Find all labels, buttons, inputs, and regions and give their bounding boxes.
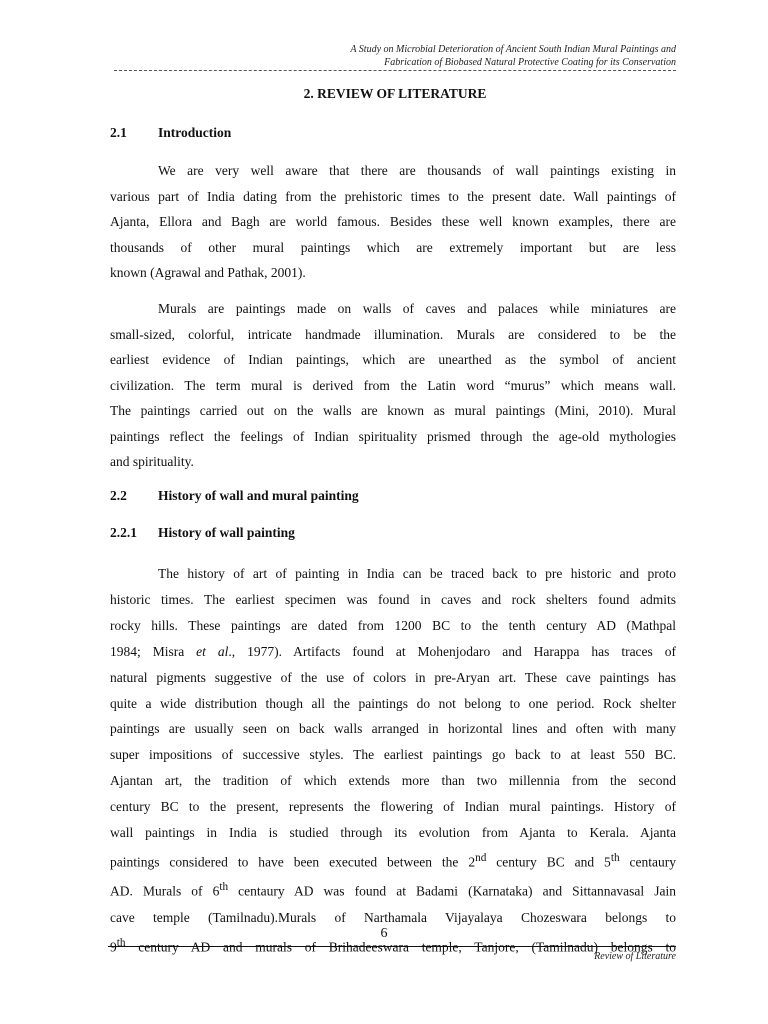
- text-line: [110, 846, 676, 875]
- text-line: various part of India dating from the prehistoric times to the present date. Wall paintings of: [110, 188, 676, 204]
- paragraph-history-wall-painting: [110, 561, 676, 960]
- superscript: th: [219, 881, 229, 894]
- text-line: Murals are paintings made on walls of caves and palaces while miniatures are: [158, 301, 676, 316]
- section-heading-2-2: [110, 488, 359, 504]
- section-title: History of wall and mural painting: [158, 488, 359, 503]
- text-line: century BC to the present, represents the flowering of Indian mural paintings. History of: [110, 799, 676, 815]
- text-line: rocky hills. These paintings are dated from 1200 BC to the tenth century AD (Mathpal: [110, 617, 676, 633]
- text-line: paintings are usually seen on back walls arranged in horizontal lines and often with many: [110, 721, 676, 737]
- text-line: civilization. The term mural is derived from the Latin word “murus” which means wall.: [110, 377, 676, 393]
- text-run: centaury: [619, 854, 676, 870]
- text-line: historic times. The earliest specimen was found in caves and rock shelters found admits: [110, 591, 676, 607]
- text-line: super impositions of successive styles. The earliest paintings go back to at least 550 BC.: [110, 747, 676, 763]
- header-dashed-rule: [114, 70, 676, 71]
- text-run: centaury AD was found at Badami (Karnataka) and Sittannavasal Jain: [228, 883, 676, 899]
- text-run: century AD and murals of Brihadeeswara temple, Tanjore, (Tamilnadu) belongs to: [125, 939, 676, 955]
- section-number: 2.2.1: [110, 525, 137, 540]
- paragraph-intro-2: [110, 296, 676, 475]
- text-line: known (Agrawal and Pathak, 2001).: [110, 265, 306, 280]
- text-run: 9: [110, 939, 117, 955]
- text-run: paintings considered to have been executed between the 2: [110, 854, 476, 870]
- running-header-line-1: A Study on Microbial Deterioration of Ancient South Indian Mural Paintings and: [350, 44, 676, 55]
- superscript: th: [610, 851, 620, 864]
- text-run: 1984; Misra: [110, 643, 197, 659]
- text-line: The paintings carried out on the walls are known as mural paintings (Mini, 2010). Mural: [110, 403, 676, 418]
- running-header-line-2: Fabrication of Biobased Natural Protective Coating for its Conservation: [384, 57, 676, 68]
- text-line: Ajantan art, the tradition of which extends more than two millennia from the second: [110, 773, 676, 789]
- text-run: ., 1977). Artifacts found at Mohenjodaro and Harappa has traces of: [228, 643, 677, 659]
- text-line: thousands of other mural paintings which are extremely important but are less: [110, 239, 676, 255]
- italic-text: et al: [196, 643, 229, 659]
- section-title: History of wall painting: [158, 525, 295, 540]
- text-run: century BC and 5: [486, 854, 611, 870]
- text-line: and spirituality.: [110, 454, 194, 469]
- section-title: Introduction: [158, 125, 232, 140]
- text-line: [110, 875, 676, 904]
- chapter-title: 2. REVIEW OF LITERATURE: [303, 86, 487, 101]
- text-line: quite a wide distribution though all the paintings do not belong to one period. Rock shelter: [110, 695, 676, 711]
- section-heading-2-2-1: [110, 525, 295, 541]
- text-line: natural pigments suggestive of the use of colors in pre-Aryan art. These cave paintings has: [110, 669, 676, 685]
- text-line: [110, 639, 676, 665]
- footer-rule: [108, 946, 676, 947]
- section-number: 2.1: [110, 125, 127, 140]
- superscript: th: [116, 936, 126, 949]
- page-number: 6: [380, 926, 388, 941]
- text-line: earliest evidence of Indian paintings, which are unearthed as the symbol of ancient: [110, 352, 676, 367]
- footer-label: Review of Literature: [594, 951, 676, 962]
- text-line: We are very well aware that there are thousands of wall paintings existing in: [158, 163, 676, 178]
- text-line: small-sized, colorful, intricate handmade illumination. Murals are considered to be the: [110, 326, 676, 342]
- text-line: paintings reflect the feelings of Indian spirituality prismed through the age-old mythologies: [110, 428, 676, 444]
- section-heading-2-1: [110, 125, 231, 141]
- paragraph-intro-1: [110, 158, 676, 286]
- running-header: [350, 43, 676, 69]
- text-line: cave temple (Tamilnadu).Murals of Narthamala Vijayalaya Chozeswara belongs to: [110, 909, 676, 925]
- superscript: nd: [475, 851, 487, 864]
- text-line: The history of art of painting in India can be traced back to pre historic and proto: [158, 566, 676, 581]
- text-line: Ajanta, Ellora and Bagh are world famous. Besides these well known examples, there are: [110, 214, 676, 229]
- text-line: wall paintings in India is studied through its evolution from Ajanta to Kerala. Ajanta: [110, 825, 676, 841]
- text-run: AD. Murals of 6: [110, 883, 220, 899]
- section-number: 2.2: [110, 488, 127, 503]
